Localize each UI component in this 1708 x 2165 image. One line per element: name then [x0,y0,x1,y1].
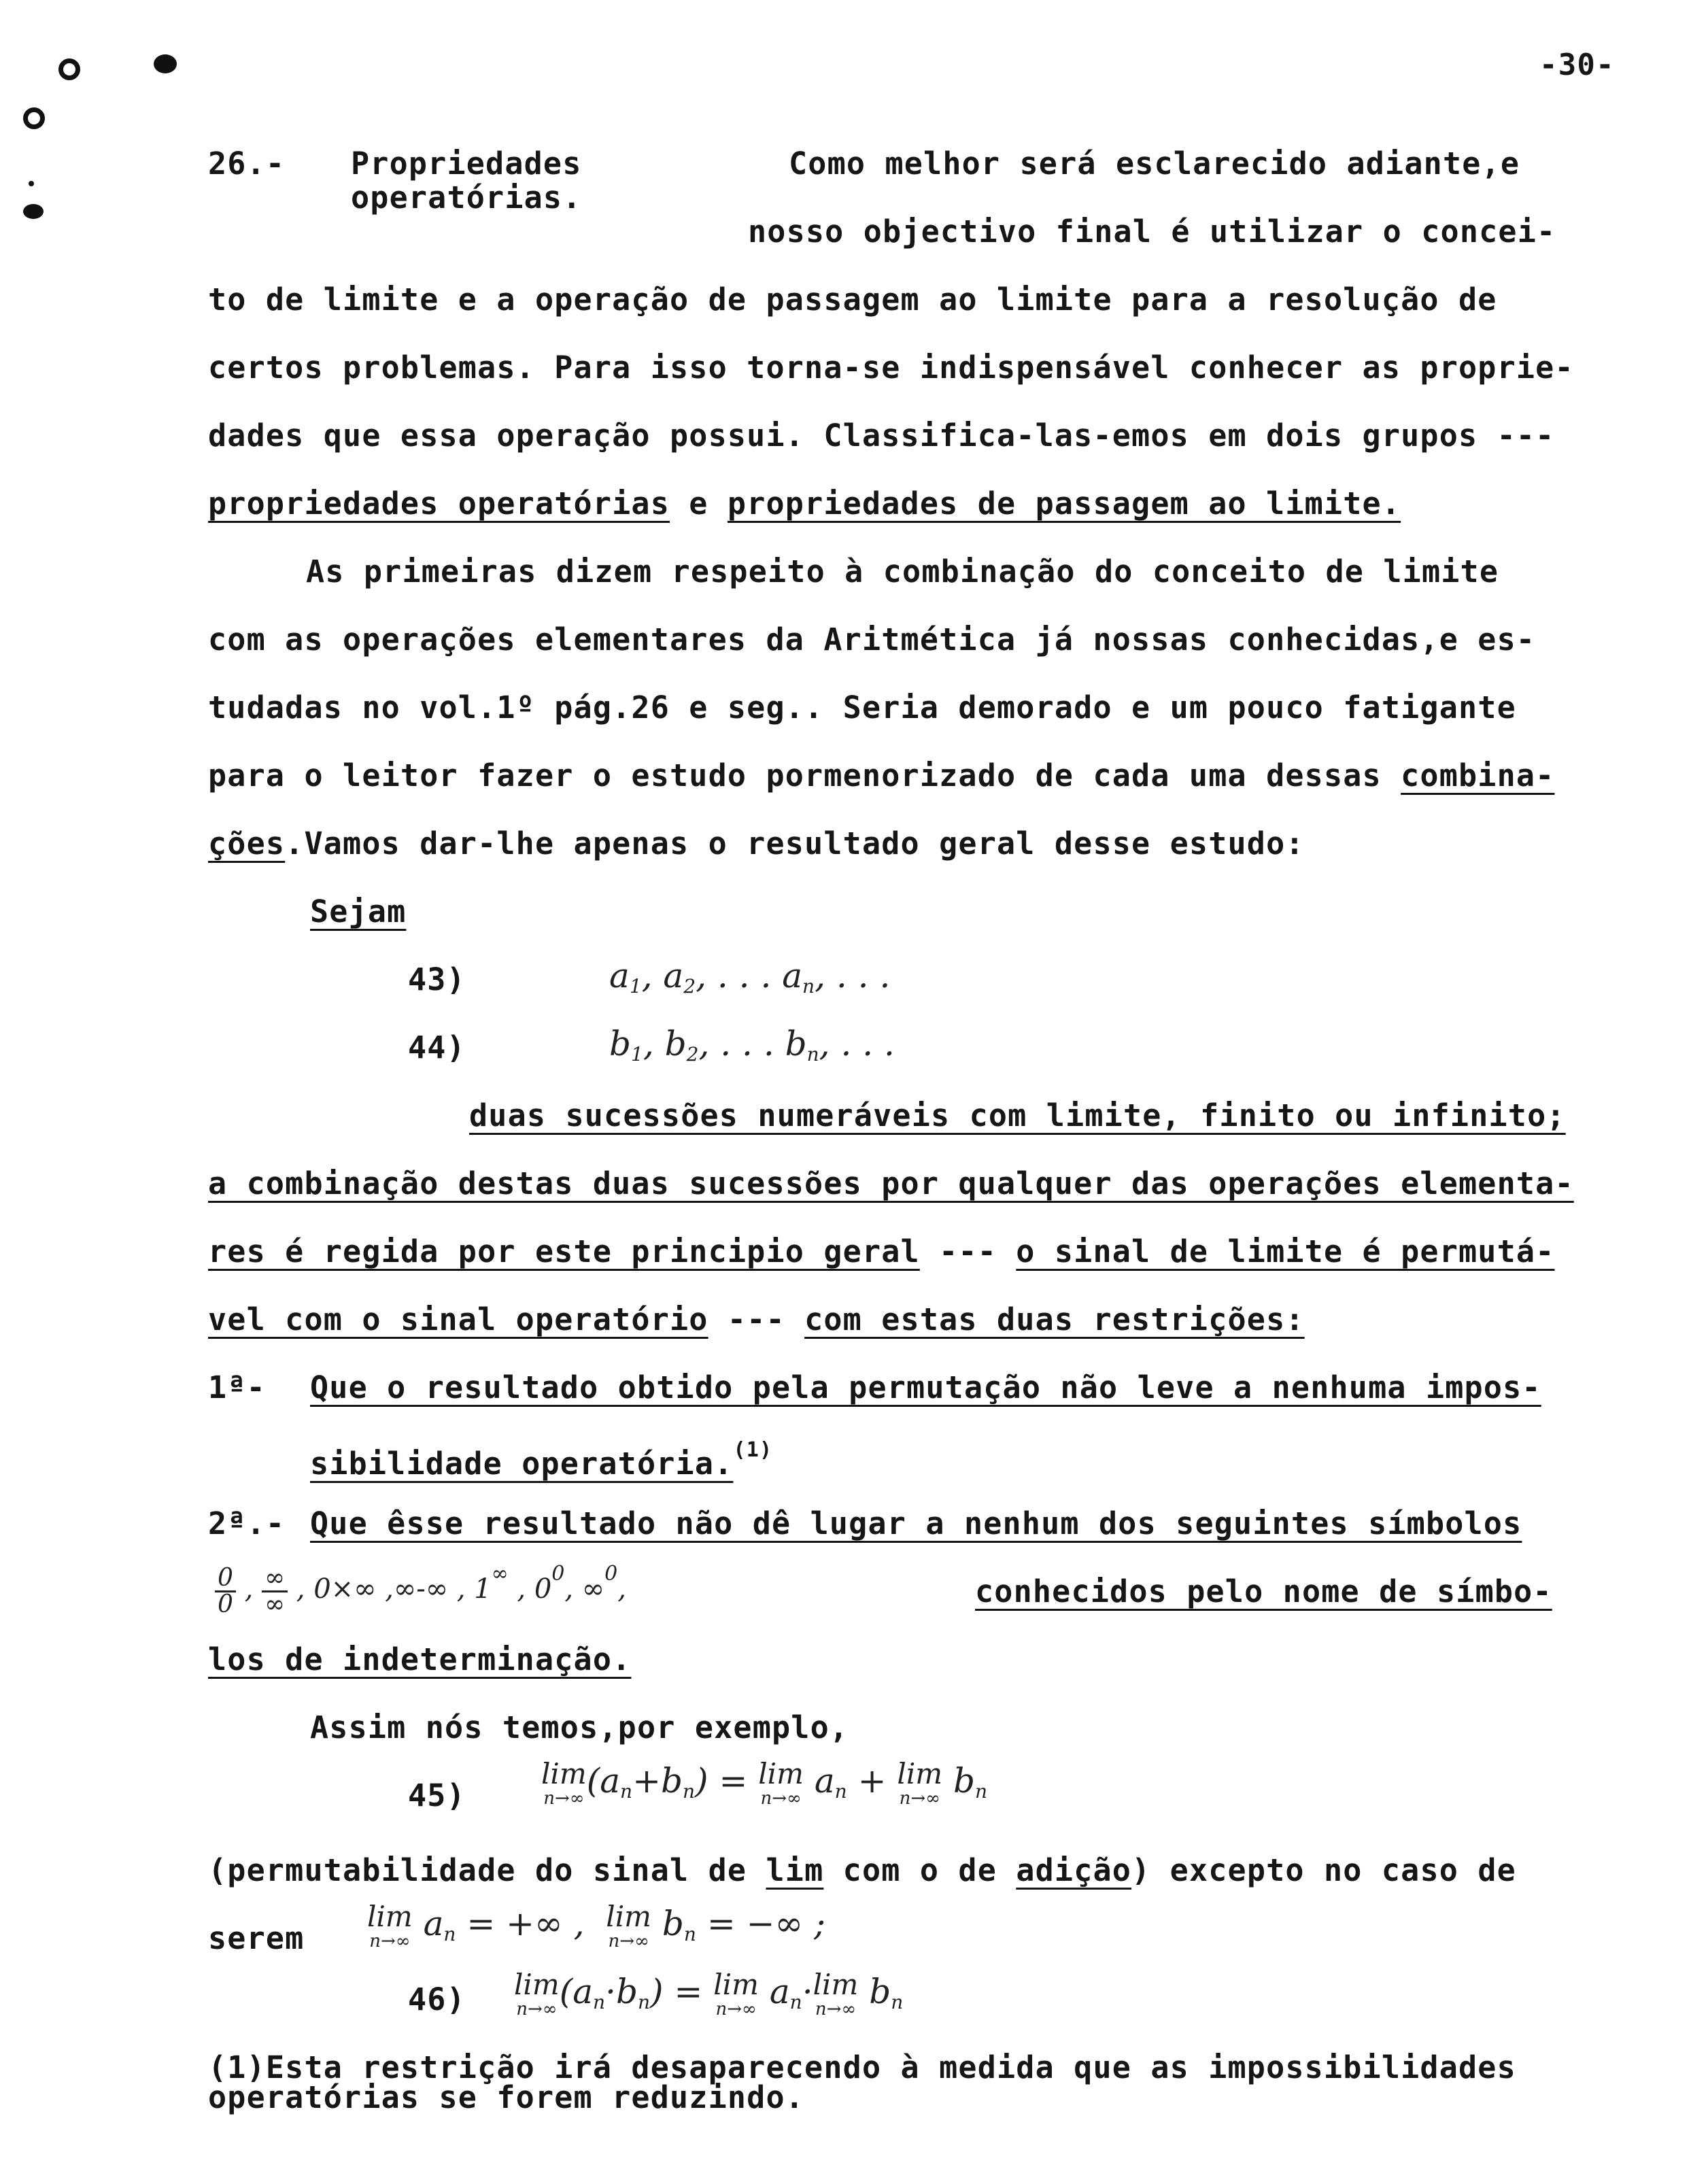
page-number: -30- [1539,48,1615,82]
subscript: n [975,1780,988,1803]
subscript: n [789,1991,802,2013]
symbols: , 0 [508,1573,552,1605]
binder-hole [23,204,44,219]
underlined-term: res é regida por este principio geral [208,1233,920,1269]
restriction-label: 2ª.- [208,1505,286,1541]
term: , . . . [815,956,891,995]
lim-subscript: n→∞ [815,1999,857,2019]
underlined-term: propriedades de passagem ao limite. [727,485,1401,522]
term: b [662,1904,684,1943]
sequence-a [609,956,891,998]
text-line: certos problemas. Para isso torna-se indispensável conhecer as proprie- [208,350,1574,386]
underlined-term: vel com o sinal operatório [208,1301,708,1337]
exponent: ∞ [491,1562,509,1586]
lim-text: lim [514,1968,560,2001]
subscript: n [637,1991,651,2013]
text-line: dades que essa operação possui. Classifica-las-emos em dois grupos --- [208,417,1555,454]
limit-operator [758,1757,804,1809]
underlined-term: o sinal de limite é permutá- [1016,1233,1555,1269]
text-line [208,1301,1305,1337]
sequence-b [609,1024,895,1066]
text-line [208,485,1401,522]
text-span: com o de [823,1852,1017,1888]
subscript: n [593,1991,606,2013]
subscript: 1 [631,1043,643,1066]
subscript: n [891,1991,904,2013]
value: = +∞ [456,1904,563,1943]
ink-spot [29,181,34,186]
restriction-text: Que o resultado obtido pela permutação não leve a nenhuma impos- [310,1369,1541,1405]
subscript: n [802,975,815,998]
serem-expression [367,1900,825,1951]
text-span: e [670,485,728,522]
limit-operator [606,1900,651,1951]
equation-46 [514,1968,904,2019]
text-line: As primeiras dizem respeito à combinação do conceito de limite [306,553,1499,590]
text-line [208,1233,1555,1269]
subscript: 2 [686,1043,699,1066]
fraction-inf-inf [262,1563,288,1618]
text-line: to de limite e a operação de passagem ao limite para a resolução de [208,282,1497,318]
text-line: nosso objectivo final é utilizar o concei- [748,214,1556,250]
numerator: ∞ [262,1566,288,1592]
subscript: n [683,1923,696,1945]
lim-text: lim [367,1900,413,1933]
sejam-label: Sejam [310,893,407,930]
term: (a [559,1972,594,2011]
text-line: tudadas no vol.1º pág.26 e seg.. Seria demorado e um pouco fatigante [208,689,1516,726]
term: ) [650,1972,664,2011]
fraction-zero-zero [215,1563,236,1618]
separator: , [235,1573,262,1605]
exponent: 0 [551,1562,565,1586]
subscript: 2 [683,975,696,998]
footnote-marker: (1) [733,1438,773,1462]
term: , a [641,956,684,995]
section-title-line2: operatórias. [351,180,582,216]
term: ·b [605,1972,638,2011]
text-line: Como melhor será esclarecido adiante,e [789,146,1520,182]
text-span: --- [708,1301,805,1337]
restriction-label: 1ª- [208,1369,266,1405]
separator: , [562,1904,585,1943]
binder-hole [154,54,177,73]
subscript: n [806,1043,819,1066]
term: , b [643,1024,687,1063]
term: a [814,1761,835,1801]
text-line: Assim nós temos,por exemplo, [310,1709,849,1745]
text-line: com as operações elementares da Aritmética já nossas conhecidas,e es- [208,621,1536,658]
term: (a [586,1761,621,1801]
lim-subscript: n→∞ [369,1931,411,1951]
section-number: 26.- [208,146,286,182]
equation-number: 46) [408,1981,466,2017]
binder-hole [23,107,45,129]
text-line [208,757,1555,794]
plus: + [847,1761,898,1801]
limit-operator [713,1968,759,2019]
equals: = [663,1972,714,2011]
lim-subscript: n→∞ [543,1788,585,1809]
lim-text: lim [813,1968,859,2001]
term: b [609,1024,632,1063]
exponent: 0 [604,1562,618,1586]
lim-subscript: n→∞ [715,1999,757,2019]
section-title-line1: Propriedades [351,146,582,182]
text-line: duas sucessões numeráveis com limite, finito ou infinito; [469,1097,1566,1133]
underlined-term: propriedades operatórias [208,485,670,522]
underlined-term: adição [1016,1852,1132,1888]
term: b [869,1972,891,2011]
lim-subscript: n→∞ [608,1931,649,1951]
equation-number: 45) [408,1777,466,1813]
underlined-term: lim [766,1852,824,1888]
lim-text: lim [758,1757,804,1790]
underlined-term: sibilidade operatória. [310,1446,734,1482]
limit-operator [897,1757,943,1809]
lim-text: lim [606,1900,651,1933]
lim-text: lim [713,1968,759,2001]
limit-operator [514,1968,560,2019]
underlined-term: ções [208,825,286,862]
term: a [609,956,630,995]
subscript: n [682,1780,696,1803]
text-span: (permutabilidade do sinal de [208,1852,766,1888]
serem-label: serem [208,1920,305,1956]
term: , . . . [819,1024,895,1063]
text-line [208,1852,1516,1888]
lim-subscript: n→∞ [760,1788,802,1809]
limit-operator [541,1757,587,1809]
text-span: ) excepto no caso de [1131,1852,1516,1888]
term: a [769,1972,790,2011]
term: ) [695,1761,708,1801]
subscript: n [443,1923,456,1945]
term: b [953,1761,976,1801]
text-span: --- [919,1233,1017,1269]
equals: = [708,1761,759,1801]
equation-number: 43) [408,961,466,998]
restriction-text: los de indeterminação. [208,1641,632,1677]
limit-operator [813,1968,859,2019]
lim-text: lim [897,1757,943,1790]
term: +b [632,1761,683,1801]
times: · [802,1972,813,2011]
term: a [423,1904,444,1943]
text-line [208,825,1305,862]
denominator: ∞ [264,1590,286,1618]
restriction-text: conhecidos pelo nome de símbo- [975,1573,1552,1609]
value: = −∞ ; [696,1904,825,1943]
lim-subscript: n→∞ [899,1788,940,1809]
numerator: 0 [215,1566,236,1592]
underlined-term: com estas duas restrições: [804,1301,1305,1337]
subscript: 1 [629,975,642,998]
symbols: , ∞ [564,1573,605,1605]
equation-45 [541,1757,988,1809]
text-span: para o leitor fazer o estudo pormenorizado de cada uma dessas [208,757,1401,794]
subscript: n [834,1780,847,1803]
underlined-term: combina- [1401,757,1555,794]
term: , . . . b [698,1024,807,1063]
separator: , [617,1573,626,1605]
text-span: .Vamos dar-lhe apenas o resultado geral desse estudo: [285,825,1305,862]
footnote-line: operatórias se forem reduzindo. [208,2079,805,2115]
text-line: a combinação destas duas sucessões por qualquer das operações elementa- [208,1165,1574,1201]
lim-text: lim [541,1757,587,1790]
binder-hole [58,58,80,80]
denominator: 0 [218,1590,233,1618]
lim-subscript: n→∞ [516,1999,558,2019]
equation-number: 44) [408,1029,466,1066]
footnote-line: (1)Esta restrição irá desaparecendo à medida que as impossibilidades [208,2049,1516,2085]
symbols: , 0×∞ ,∞-∞ , 1 [288,1573,492,1605]
limit-operator [367,1900,413,1951]
text-line [310,1438,773,1482]
indeterminate-symbols [215,1564,626,1617]
restriction-text: Que êsse resultado não dê lugar a nenhum dos seguintes símbolos [310,1505,1522,1541]
subscript: n [620,1780,633,1803]
term: , . . . a [696,956,803,995]
